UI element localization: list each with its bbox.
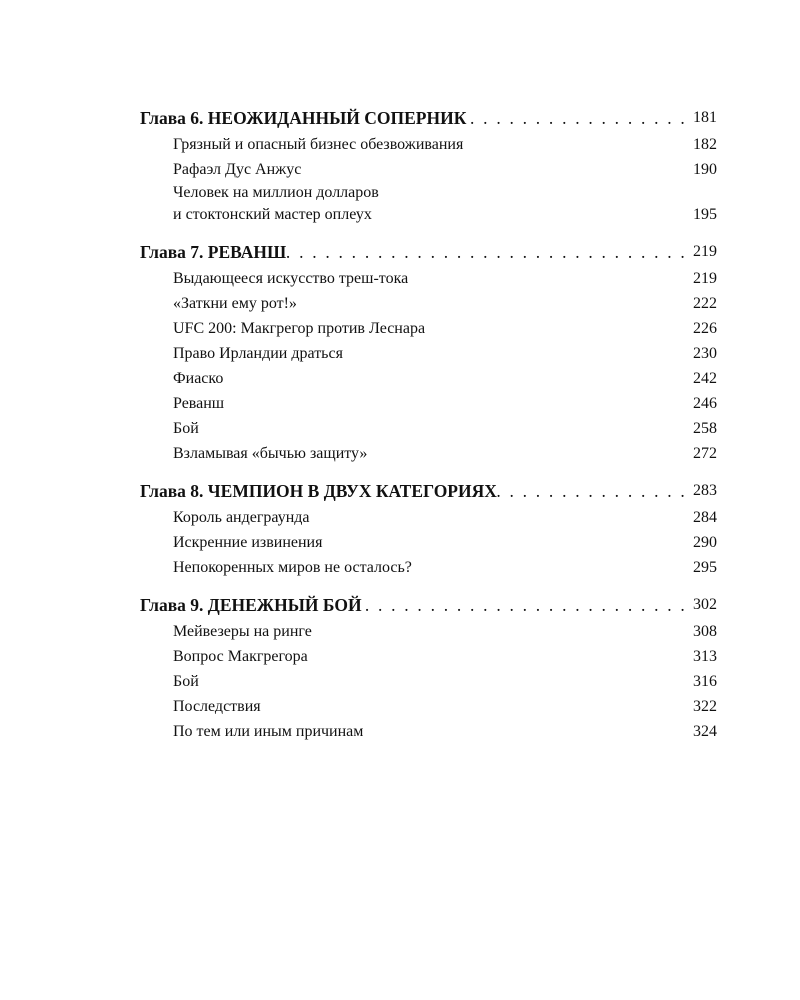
toc-entry[interactable] (140, 719, 717, 744)
entry-title: Мейвезеры на ринге (173, 623, 312, 640)
entry-title: Взламывая «бычью защиту» (173, 445, 368, 462)
chapter-9 (140, 591, 717, 744)
page-number: 219 (693, 243, 717, 260)
toc-entry[interactable] (140, 530, 717, 555)
chapter-heading[interactable] (140, 591, 717, 619)
page-number: 283 (693, 482, 717, 499)
table-of-contents (140, 104, 717, 755)
entry-title: Право Ирландии драться (173, 345, 343, 362)
page-number: 324 (693, 723, 717, 740)
chapter-title: Глава 7. РЕВАНШ (140, 242, 287, 262)
page-number: 219 (693, 270, 717, 287)
entry-title: По тем или иным причинам (173, 723, 364, 740)
entry-title: Фиаско (173, 370, 224, 387)
toc-entry[interactable] (140, 266, 717, 291)
page-number: 316 (693, 673, 717, 690)
chapter-title: Глава 6. НЕОЖИДАННЫЙ СОПЕРНИК (140, 108, 467, 128)
page-number: 258 (693, 420, 717, 437)
toc-entry[interactable] (140, 291, 717, 316)
dot-leader (497, 477, 689, 505)
toc-entry[interactable] (140, 132, 717, 157)
entry-title: Грязный и опасный бизнес обезвоживания (173, 136, 464, 153)
page-number: 295 (693, 559, 717, 576)
chapter-7 (140, 238, 717, 466)
page-number: 181 (693, 109, 717, 126)
entry-title: Король андеграунда (173, 509, 310, 526)
entry-title: Непокоренных миров не осталось? (173, 559, 412, 576)
entry-title-line-2: и стоктонский мастер оплеух (173, 206, 372, 223)
toc-entry[interactable] (140, 416, 717, 441)
entry-title: Выдающееся искусство треш-тока (173, 270, 409, 287)
dot-leader (466, 104, 689, 132)
toc-entry[interactable] (140, 619, 717, 644)
page-number: 284 (693, 509, 717, 526)
toc-entry[interactable] (140, 391, 717, 416)
chapter-title: Глава 8. ЧЕМПИОН В ДВУХ КАТЕГОРИЯХ (140, 481, 497, 501)
entry-title: Последствия (173, 698, 261, 715)
dot-leader (286, 238, 689, 266)
toc-entry[interactable] (140, 505, 717, 530)
page-number: 302 (693, 596, 717, 613)
page-number: 242 (693, 370, 717, 387)
entry-title: UFC 200: Макгрегор против Леснара (173, 320, 426, 337)
entry-title: Бой (173, 673, 199, 690)
chapter-heading[interactable] (140, 104, 717, 132)
chapter-title: Глава 9. ДЕНЕЖНЫЙ БОЙ (140, 595, 362, 615)
page-number: 322 (693, 698, 717, 715)
page-number: 246 (693, 395, 717, 412)
toc-entry[interactable] (140, 182, 717, 227)
chapter-8 (140, 477, 717, 580)
entry-title: Реванш (173, 395, 225, 412)
page-number: 226 (693, 320, 717, 337)
entry-title: Рафаэл Дус Анжус (173, 161, 302, 178)
toc-entry[interactable] (140, 341, 717, 366)
toc-entry[interactable] (140, 555, 717, 580)
page-number: 272 (693, 445, 717, 462)
entry-title (173, 182, 379, 227)
page-number: 230 (693, 345, 717, 362)
dot-leader (362, 591, 689, 619)
entry-title: Искренние извинения (173, 534, 323, 551)
page-number: 290 (693, 534, 717, 551)
page-number: 308 (693, 623, 717, 640)
toc-entry[interactable] (140, 669, 717, 694)
toc-entry[interactable] (140, 694, 717, 719)
toc-entry[interactable] (140, 644, 717, 669)
page-number: 222 (693, 295, 717, 312)
page-number: 195 (693, 206, 717, 223)
chapter-heading[interactable] (140, 238, 717, 266)
page-number: 313 (693, 648, 717, 665)
chapter-heading[interactable] (140, 477, 717, 505)
entry-title: Бой (173, 420, 199, 437)
entry-title: Вопрос Макгрегора (173, 648, 308, 665)
page-number: 182 (693, 136, 717, 153)
toc-entry[interactable] (140, 157, 717, 182)
entry-title-line-1: Человек на миллион долларов (173, 184, 379, 201)
entry-title: «Заткни ему рот!» (173, 295, 297, 312)
toc-entry[interactable] (140, 316, 717, 341)
toc-entry[interactable] (140, 366, 717, 391)
toc-entry[interactable] (140, 441, 717, 466)
page-number: 190 (693, 161, 717, 178)
chapter-6 (140, 104, 717, 227)
